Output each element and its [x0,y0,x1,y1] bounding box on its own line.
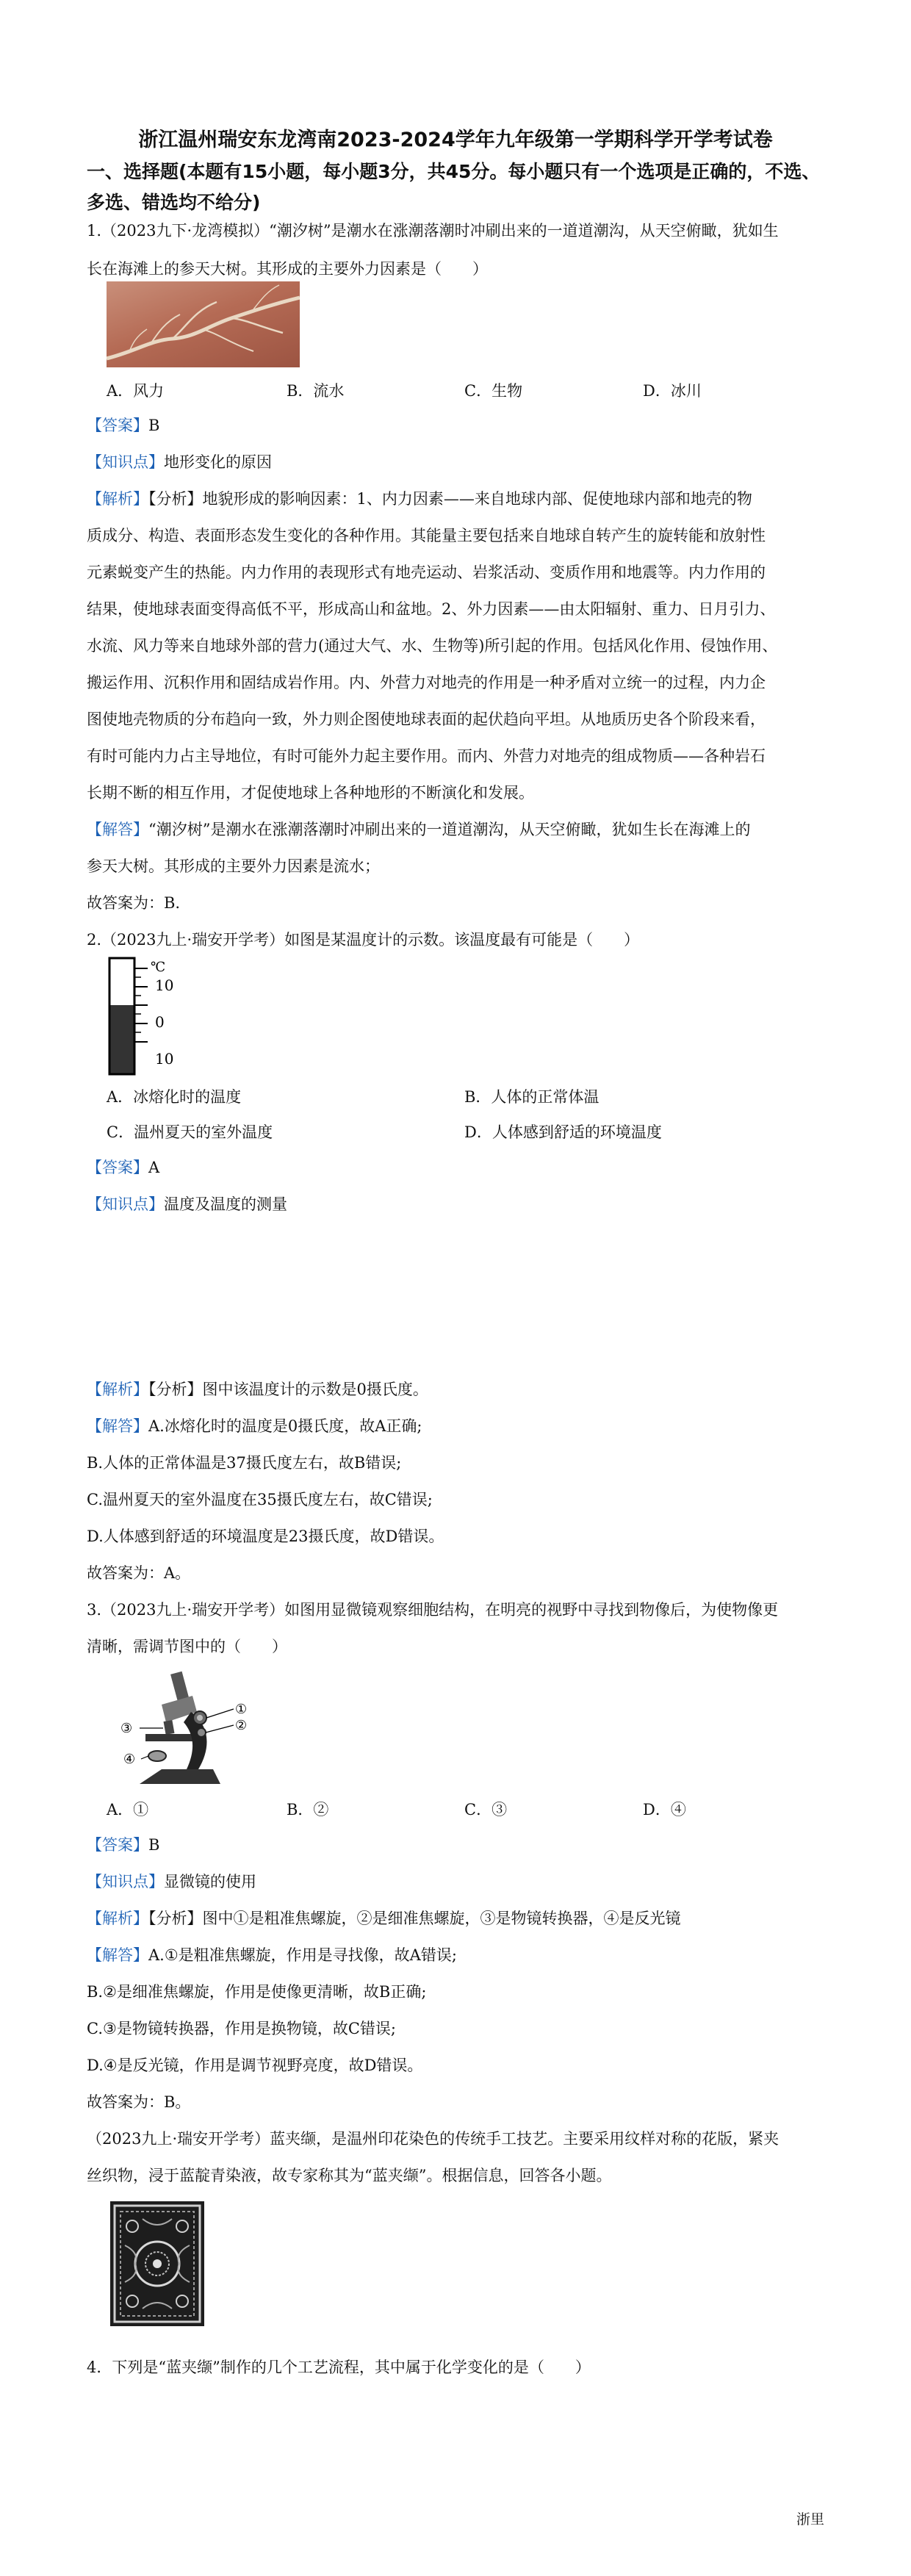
fenxi-tag: 【分析】 [148,1381,203,1398]
page-footer: 浙里 [796,2511,824,2528]
microscope-label-4: ④ [123,1752,136,1767]
thermometer-figure [107,955,224,1076]
q2-stem: 2.（2023九上·瑞安开学考）如图是某温度计的示数。该温度最有可能是（ ） [87,931,640,949]
q2-line-d: D.人体感到舒适的环境温度是23摄氏度，故D错误。 [87,1528,444,1545]
q3-stem-line2: 清晰，需调节图中的（ ） [87,1638,287,1655]
thermometer-tick-10-below: 10 [155,1050,174,1068]
q1-jieda-first: “潮汐树”是潮水在涨潮落潮时冲刷出来的一道道潮沟，从天空俯瞰，犹如生长在海滩上的 [148,821,751,838]
q3-answer [87,1826,843,1864]
answer-tag: 【答案】 [87,1159,148,1176]
q2-conclusion: 故答案为：A。 [87,1564,191,1582]
q2-answer-value: A [148,1159,160,1176]
q1-analysis-line3: 元素蜕变产生的热能。内力作用的表现形式有地壳运动、岩浆活动、变质作用和地震等。内力作用的 [87,564,766,581]
q1-analysis-line5: 水流、风力等来自地球外部的营力(通过大气、水、生物等)所引起的作用。包括风化作用、侵蚀作用、 [87,637,778,655]
q3-option-c: C．③ [464,1801,508,1818]
q2-option-b: B．人体的正常体温 [464,1088,599,1106]
q1-conclusion: 故答案为：B. [87,894,181,912]
section-heading-line1: 一、选择题(本题有15小题，每小题3分，共45分。每小题只有一个选项是正确的，不选、 [87,161,821,182]
answer-tag: 【答案】 [87,417,148,434]
q3-stem-line1: 3.（2023九上·瑞安开学考）如图用显微镜观察细胞结构，在明亮的视野中寻找到物像后，为使物像更 [87,1601,779,1619]
q2-line-b: B.人体的正常体温是37摄氏度左右，故B错误; [87,1454,402,1472]
q2-option-c: C．温州夏天的室外温度 [107,1123,273,1141]
q1-stem-line2: 长在海滩上的参天大树。其形成的主要外力因素是（ ） [87,260,488,278]
q3-line-d: D.④是反光镜，作用是调节视野亮度，故D错误。 [87,2057,423,2074]
analysis-tag: 【解析】 [87,490,148,508]
microscope-label-3: ③ [120,1721,133,1736]
q1-analysis-line9: 长期不断的相互作用，才促使地球上各种地形的不断演化和发展。 [87,784,534,802]
tidal-tree-drawing [107,281,300,367]
jieda-tag: 【解答】 [87,821,148,838]
pattern-drawing [110,2201,204,2326]
q3-knowledge [87,1863,843,1901]
knowledge-tag: 【知识点】 [87,1195,164,1213]
microscope-label-2: ② [235,1718,248,1733]
q1-analysis-line2: 质成分、构造、表面形态发生变化的各种作用。其能量主要包括来自地球自转产生的旋转能和放射性 [87,527,766,544]
fenxi-tag: 【分析】 [148,1910,203,1927]
answer-tag: 【答案】 [87,1836,148,1854]
q3-line-c: C.③是物镜转换器，作用是换物镜，故C错误; [87,2020,396,2037]
q3-analysis [87,1899,843,1938]
q1-option-c: C．生物 [464,382,523,400]
knowledge-tag: 【知识点】 [87,1873,164,1890]
q3-jieda-text: A.①是粗准焦螺旋，作用是寻找像，故A错误; [148,1946,457,1964]
q1-analysis-line1 [87,480,843,518]
blue-clamp-dye-pattern [110,2201,204,2326]
fenxi-tag: 【分析】 [148,490,203,508]
analysis-tag: 【解析】 [87,1910,148,1927]
section-heading-line2: 多选、错选均不给分) [87,192,261,213]
q3-option-d: D．④ [643,1801,686,1818]
q1-option-d: D．冰川 [643,382,702,400]
q2-line-c: C.温州夏天的室外温度在35摄氏度左右，故C错误; [87,1491,433,1508]
knowledge-tag: 【知识点】 [87,453,164,471]
q1-answer-value: B [148,417,160,434]
q1-option-b: B．流水 [287,382,345,400]
passage-line1: （2023九上·瑞安开学考）蓝夹缬，是温州印花染色的传统手工技艺。主要采用纹样对称的花版，紧夹 [87,2130,779,2148]
microscope-drawing [110,1666,253,1791]
q2-option-a: A．冰熔化时的温度 [107,1088,242,1106]
thermometer-tick-0: 0 [155,1013,165,1031]
q3-fenxi-text: 图中①是粗准焦螺旋，②是细准焦螺旋，③是物镜转换器，④是反光镜 [202,1910,681,1927]
q2-jieda [87,1407,843,1445]
q3-knowledge-value: 显微镜的使用 [164,1873,256,1890]
q1-stem-line1: 1.（2023九下·龙湾模拟）“潮汐树”是潮水在涨潮落潮时冲刷出来的一道道潮沟，从天空俯瞰，犹如生 [87,222,779,240]
q1-analysis-line7: 图使地壳物质的分布趋向一致，外力则企图使地球表面的起伏趋向平坦。从地质历史各个阶段来看， [87,710,766,728]
q1-analysis-first: 地貌形成的影响因素：1、内力因素——来自地球内部、促使地球内部和地壳的物 [202,490,752,508]
q3-option-b: B．② [287,1801,329,1818]
jieda-tag: 【解答】 [87,1417,148,1435]
q4-stem: 4．下列是“蓝夹缬”制作的几个工艺流程，其中属于化学变化的是（ ） [87,2359,591,2376]
page-title: 浙江温州瑞安东龙湾南2023-2024学年九年级第一学期科学开学考试卷 [138,129,773,151]
q1-analysis-line4: 结果，使地球表面变得高低不平，形成高山和盆地。2、外力因素——由太阳辐射、重力、日月引力、 [87,600,776,618]
q1-jieda-line2: 参天大树。其形成的主要外力因素是流水； [87,857,380,875]
q2-knowledge-value: 温度及温度的测量 [164,1195,287,1213]
thermometer-drawing [107,955,224,1076]
q2-knowledge [87,1185,843,1223]
q2-jieda-text: A.冰熔化时的温度是0摄氏度，故A正确; [148,1417,422,1435]
q2-fenxi-text: 图中该温度计的示数是0摄氏度。 [202,1381,428,1398]
q3-line-b: B.②是细准焦螺旋，作用是使像更清晰，故B正确; [87,1983,427,2001]
q3-jieda [87,1936,843,1974]
q3-conclusion: 故答案为：B。 [87,2093,191,2111]
q2-option-d: D．人体感到舒适的环境温度 [464,1123,662,1141]
q2-analysis [87,1370,843,1408]
q1-analysis-line6: 搬运作用、沉积作用和固结成岩作用。内、外营力对地壳的作用是一种矛盾对立统一的过程，内力企 [87,674,766,691]
analysis-tag: 【解析】 [87,1381,148,1398]
jieda-tag: 【解答】 [87,1946,148,1964]
q3-option-a: A．① [107,1801,149,1818]
q1-analysis-line8: 有时可能内力占主导地位，有时可能外力起主要作用。而内、外营力对地壳的组成物质——各种岩石 [87,747,766,765]
thermometer-unit: ℃ [151,960,166,975]
thermometer-liquid [111,1005,134,1073]
q1-answer [87,406,843,445]
tidal-tree-photo [107,281,300,367]
q1-option-a: A．风力 [107,382,165,400]
q2-answer [87,1148,843,1187]
thermometer-tick-10-above: 10 [155,976,174,994]
microscope-figure [110,1666,253,1791]
q3-answer-value: B [148,1836,160,1854]
passage-line2: 丝织物，浸于蓝靛青染液，故专家称其为“蓝夹缬”。根据信息，回答各小题。 [87,2167,612,2184]
q1-knowledge [87,443,843,481]
microscope-label-1: ① [235,1702,248,1717]
q1-jieda-line1 [87,810,843,849]
q1-knowledge-value: 地形变化的原因 [164,453,272,471]
